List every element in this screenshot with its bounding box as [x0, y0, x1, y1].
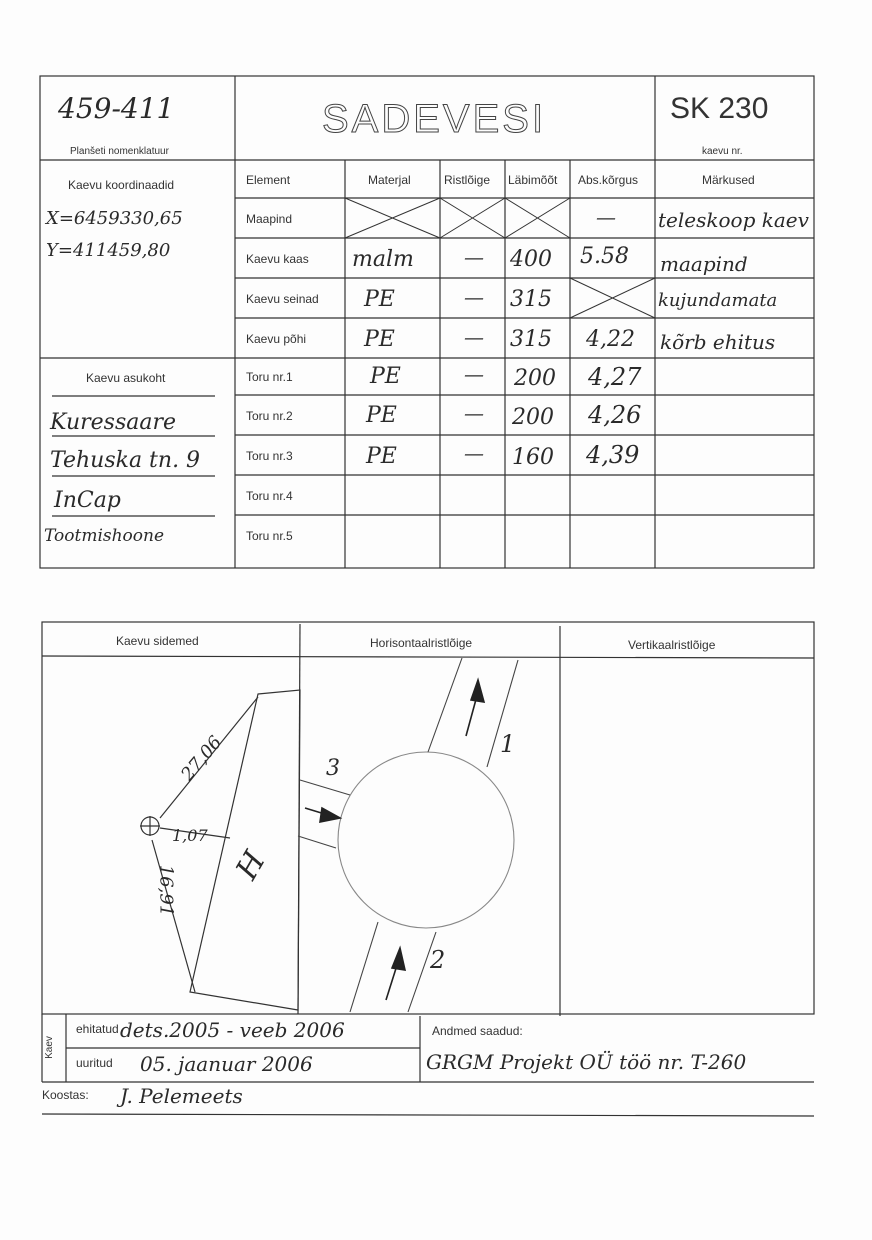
cell-cross: — [464, 441, 484, 465]
row-element: Toru nr.1 [246, 370, 293, 384]
dimension-label: 1,07 [172, 826, 208, 845]
well-number-label: kaevu nr. [702, 146, 743, 157]
dimension-label: 27,06 [177, 732, 227, 785]
cell-diameter: 200 [514, 366, 556, 391]
built-value: dets.2005 - veeb 2006 [120, 1018, 345, 1042]
well-number-value: SK 230 [670, 92, 769, 125]
site-sketch [140, 690, 300, 1010]
cell-material: PE [364, 327, 395, 352]
cell-cross: — [464, 401, 484, 425]
cell-cross: — [464, 362, 484, 386]
pipe-label: 3 [326, 756, 340, 781]
header-notes: Märkused [702, 173, 755, 187]
horizontal-section-sketch [298, 658, 518, 1012]
coordinates-label: Kaevu koordinaadid [68, 178, 175, 192]
location-label: Kaevu asukoht [86, 371, 166, 385]
row-element: Toru nr.4 [246, 489, 293, 503]
pipe-label: 1 [500, 730, 516, 758]
cell-diameter: 315 [510, 327, 552, 352]
cell-note: kujundamata [658, 290, 778, 311]
cell-diameter: 160 [512, 445, 554, 470]
header-material: Materjal [368, 173, 411, 187]
cell-cross: — [464, 285, 484, 309]
location-line: Tootmishoone [44, 526, 165, 546]
row-element: Kaevu põhi [246, 332, 307, 346]
row-element: Toru nr.2 [246, 409, 293, 423]
header-diameter: Läbimõõt [508, 173, 558, 187]
location-line: InCap [54, 488, 121, 513]
section-horizontal-label: Horisontaalristlõige [370, 636, 473, 650]
row-element: Toru nr.3 [246, 449, 293, 463]
surveyed-value: 05. jaanuar 2006 [140, 1052, 313, 1076]
cell-height: — [596, 205, 616, 229]
cell-material: PE [364, 287, 395, 312]
author-label: Koostas: [42, 1088, 89, 1102]
data-source-label: Andmed saadud: [432, 1024, 523, 1038]
cell-cross: — [464, 325, 484, 349]
cell-height: 4,26 [588, 401, 642, 429]
cell-cross: — [464, 245, 484, 269]
built-label: ehitatud [76, 1022, 119, 1036]
nomenclature-value: 459-411 [58, 92, 175, 125]
header-cross-section: Ristlõige [444, 173, 491, 187]
dimension-label: 16,91 [155, 864, 177, 917]
section-vertical-label: Vertikaalristlõige [628, 638, 716, 652]
row-element: Maapind [246, 212, 293, 226]
coordinate-y: Y=411459,80 [46, 240, 171, 261]
cell-material: PE [366, 403, 397, 428]
cell-height: 4,22 [586, 327, 635, 352]
header-height: Abs.kõrgus [578, 173, 639, 187]
cell-material: PE [370, 364, 401, 389]
cell-note: teleskoop kaev [658, 208, 809, 232]
title: SADEVESI [322, 97, 547, 141]
row-element: Kaevu seinad [246, 292, 319, 306]
cell-material: PE [366, 444, 397, 469]
cell-diameter: 200 [512, 405, 554, 430]
nomenclature-label: Planšeti nomenklatuur [70, 146, 169, 157]
header-element: Element [246, 173, 291, 187]
cell-diameter: 315 [510, 287, 552, 312]
cell-diameter: 400 [510, 247, 552, 272]
cell-height: 4,27 [588, 363, 642, 391]
building-label: H [229, 845, 273, 886]
section-links-label: Kaevu sidemed [116, 634, 199, 648]
surveyed-label: uuritud [76, 1056, 113, 1070]
row-element: Toru nr.5 [246, 529, 293, 543]
cell-height: 4,39 [586, 441, 640, 469]
location-line: Tehuska tn. 9 [50, 448, 201, 473]
coordinate-x: X=6459330,65 [46, 208, 183, 229]
row-element: Kaevu kaas [246, 252, 309, 266]
location-line: Kuressaare [50, 410, 177, 435]
cell-note: maapind [660, 252, 748, 276]
flow-arrows [305, 680, 484, 1000]
cell-note: kõrb ehitus [660, 330, 776, 354]
cell-height: 5.58 [580, 244, 629, 269]
pipe-label: 2 [430, 946, 446, 974]
cell-material: malm [352, 247, 414, 272]
author-value: J. Pelemeets [120, 1084, 243, 1108]
footer-side-label: Kaev [43, 1036, 55, 1059]
data-source-value: GRGM Projekt OÜ töö nr. T-260 [426, 1050, 747, 1074]
